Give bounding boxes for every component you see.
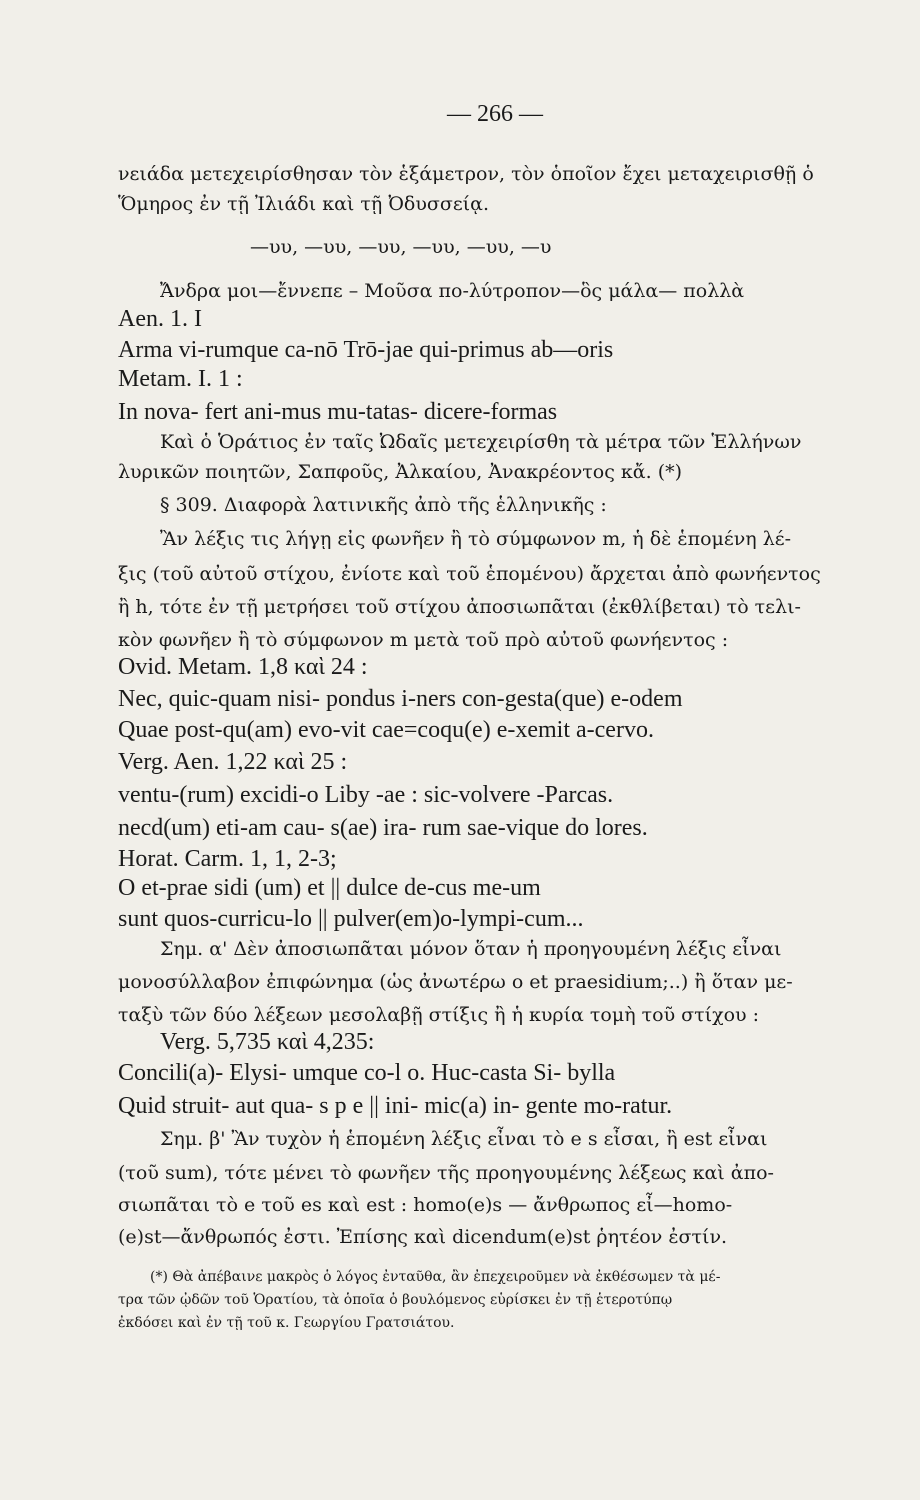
text-line: ventu-(rum) excidi-o Liby -ae : sic-volvere -Parcas. [118, 782, 614, 808]
text-line: ταξὺ τῶν δύο λέξεων μεσολαβῇ στίξις ἢ ἡ κυρία τομὴ τοῦ στίχου : [118, 1004, 760, 1026]
section-heading: § 309. Διαφορὰ λατινικῆς ἀπὸ τῆς ἑλληνικῆς : [160, 494, 607, 516]
meter-scheme: —υυ, —υυ, —υυ, —υυ, —υυ, —υ [250, 236, 552, 258]
text-line: necd(um) eti-am cau- s(ae) ira- rum sae-vique do lores. [118, 815, 648, 841]
footnote-line: ἐκδόσει καὶ ἐν τῇ τοῦ κ. Γεωργίου Γρατσιάτου. [118, 1315, 455, 1331]
text-line: Concili(a)- Elysi- umque co-l o. Huc-casta Si- bylla [118, 1060, 616, 1086]
text-line: μονοσύλλαβον ἐπιφώνημα (ὡς ἀνωτέρω o et praesidium;..) ἢ ὅταν με- [118, 971, 793, 993]
text-line: Ὅμηρος ἐν τῇ Ἰλιάδι καὶ τῇ Ὀδυσσείᾳ. [118, 193, 490, 215]
text-line: Ἄνδρα μοι—ἔννεπε – Μοῦσα πο-λύτροπον—ὃς μάλα— πολλὰ [160, 280, 745, 302]
text-line: In nova- fert ani-mus mu-tatas- dicere-formas [118, 399, 558, 425]
text-line: Verg. Aen. 1,22 καὶ 25 : [118, 749, 348, 775]
text-line: O et-prae sidi (um) et || dulce de-cus me-um [118, 875, 541, 901]
text-line: Verg. 5,735 καὶ 4,235: [160, 1029, 375, 1055]
text-line: ἢ h, τότε ἐν τῇ μετρήσει τοῦ στίχου ἀποσιωπᾶται (ἐκθλίβεται) τὸ τελι- [118, 596, 801, 618]
text-line: Καὶ ὁ Ὁράτιος ἐν ταῖς Ὠδαῖς μετεχειρίσθη τὰ μέτρα τῶν Ἑλλήνων [160, 431, 802, 453]
text-line: Quid struit- aut qua- s p e || ini- mic(a) in- gente mo-ratur. [118, 1093, 673, 1119]
text-line: sunt quos-curricu-lo || pulver(em)o-lympi-cum... [118, 906, 584, 932]
text-line: (τοῦ sum), τότε μένει τὸ φωνῆεν τῆς προηγουμένης λέξεως καὶ ἀπο- [118, 1162, 774, 1184]
text-line: Horat. Carm. 1, 1, 2-3; [118, 846, 337, 872]
text-line: λυρικῶν ποιητῶν, Σαπφοῦς, Ἀλκαίου, Ἀνακρέοντος κἄ. (*) [118, 461, 683, 483]
text-line: ξις (τοῦ αὐτοῦ στίχου, ἐνίοτε καὶ τοῦ ἑπομένου) ἄρχεται ἀπὸ φωνήεντος [118, 563, 821, 585]
text-line: Nec, quic-quam nisi- pondus i-ners con-gesta(que) e-odem [118, 686, 683, 712]
text-line: Ovid. Metam. 1,8 καὶ 24 : [118, 654, 368, 680]
footnote-line: τρα τῶν ᾠδῶν τοῦ Ὁρατίου, τὰ ὁποῖα ὁ βουλόμενος εὑρίσκει ἐν τῇ ἑτεροτύπῳ [118, 1292, 673, 1308]
text-line: Aen. 1. I [118, 306, 202, 332]
note-line: Σημ. α' Δὲν ἀποσιωπᾶται μόνον ὅταν ἡ προηγουμένη λέξις εἶναι [160, 938, 782, 960]
text-line: Metam. I. 1 : [118, 366, 243, 392]
text-line: Arma vi-rumque ca-nō Trō-jae qui-primus ab—oris [118, 337, 614, 363]
page-number: — 266 — [447, 101, 543, 127]
text-line: κὸν φωνῆεν ἢ τὸ σύμφωνον m μετὰ τοῦ πρὸ αὐτοῦ φωνήεντος : [118, 629, 729, 651]
text-line: (e)st—ἄνθρωπός ἐστι. Ἐπίσης καὶ dicendum(e)st ῥητέον ἐστίν. [118, 1226, 728, 1248]
text-line: σιωπᾶται τὸ e τοῦ es καὶ est : homo(e)s — ἄνθρωπος εἶ—homo- [118, 1194, 733, 1216]
text-line: Quae post-qu(am) evo-vit cae=coqu(e) e-xemit a-cervo. [118, 717, 654, 743]
text-line: νειάδα μετεχειρίσθησαν τὸν ἑξάμετρον, τὸν ὁποῖον ἔχει μεταχειρισθῇ ὁ [118, 163, 814, 185]
footnote-line: (*) Θὰ ἀπέβαινε μακρὸς ὁ λόγος ἐνταῦθα, ἂν ἐπεχειροῦμεν νὰ ἐκθέσωμεν τὰ μέ- [150, 1269, 721, 1285]
note-line: Σημ. β' Ἂν τυχὸν ἡ ἑπομένη λέξις εἶναι τὸ e s εἶσαι, ἢ est εἶναι [160, 1128, 768, 1150]
text-line: Ἂν λέξις τις λήγῃ εἰς φωνῆεν ἢ τὸ σύμφωνον m, ἡ δὲ ἑπομένη λέ- [160, 528, 791, 550]
